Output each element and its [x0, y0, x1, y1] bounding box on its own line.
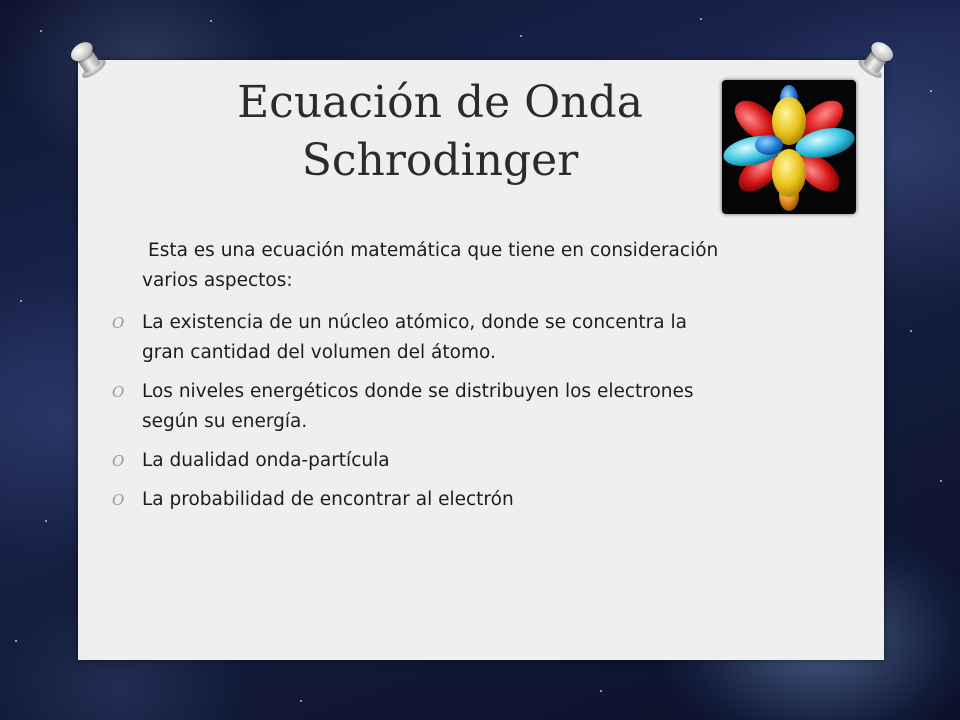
list-item — [112, 485, 852, 515]
intro-line-1: Esta es una ecuación matemática que tiene en consideración — [148, 240, 719, 261]
star — [15, 640, 17, 642]
star — [40, 30, 42, 32]
bullet-marker: O — [112, 314, 125, 332]
list-item — [112, 446, 852, 476]
bullet-line-2: según su energía. — [142, 411, 308, 432]
bullet-line-1: La probabilidad de encontrar al electrón — [142, 489, 514, 510]
atomic-orbital-icon — [722, 80, 856, 214]
star — [300, 700, 302, 702]
star — [45, 520, 47, 522]
star — [930, 90, 932, 92]
intro-text — [142, 236, 862, 296]
slide-title — [210, 74, 670, 190]
list-item — [112, 308, 852, 368]
list-item — [112, 377, 852, 437]
bullet-line-1: La dualidad onda-partícula — [142, 450, 390, 471]
bullet-line-1: La existencia de un núcleo atómico, donde se concentra la — [142, 312, 687, 333]
bullet-line-2: gran cantidad del volumen del átomo. — [142, 342, 496, 363]
star — [520, 35, 522, 37]
title-line-2: Schrodinger — [301, 135, 579, 186]
star — [910, 330, 912, 332]
bullet-marker: O — [112, 452, 125, 470]
star — [20, 300, 22, 302]
star — [700, 18, 702, 20]
intro-line-2: varios aspectos: — [142, 270, 293, 291]
star — [210, 20, 212, 22]
bullet-line-1: Los niveles energéticos donde se distribuyen los electrones — [142, 381, 694, 402]
star — [940, 480, 942, 482]
star — [600, 690, 602, 692]
title-line-1: Ecuación de Onda — [237, 77, 643, 128]
bullet-marker: O — [112, 383, 125, 401]
bullet-marker: O — [112, 491, 125, 509]
bullet-list — [112, 308, 852, 524]
